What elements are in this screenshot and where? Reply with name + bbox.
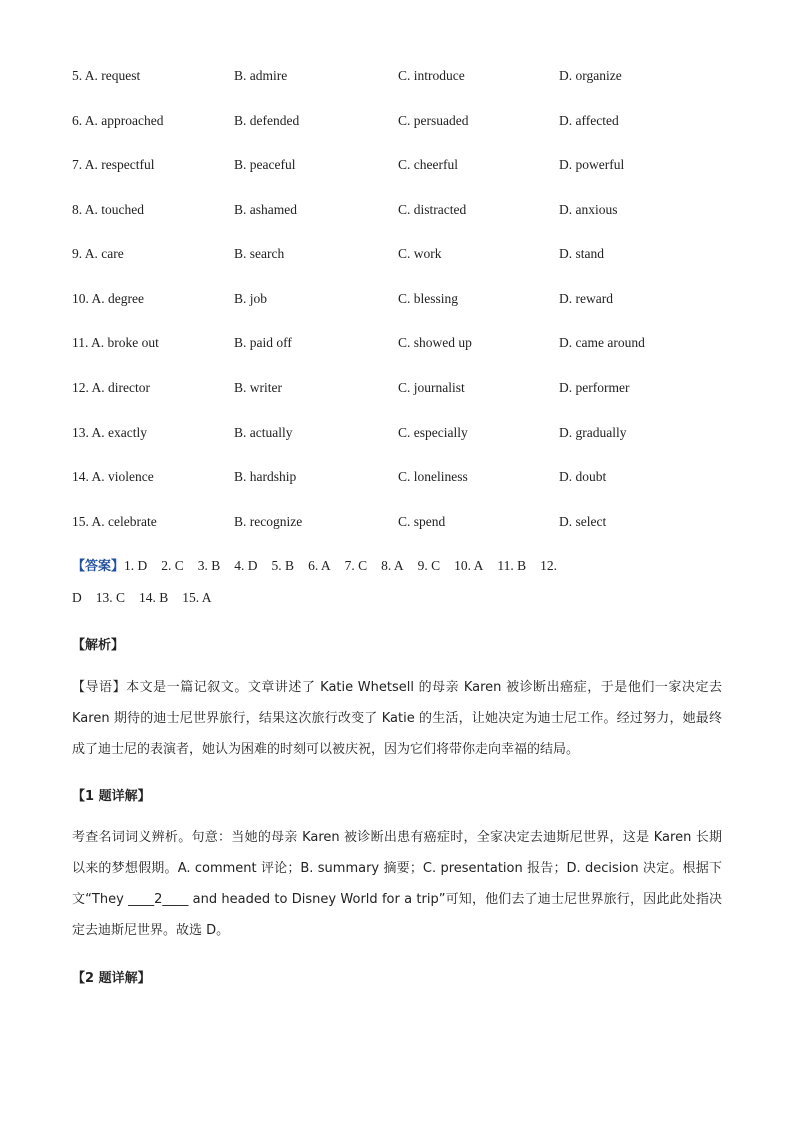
option-b: B. admire bbox=[234, 68, 288, 83]
option-c: C. work bbox=[398, 246, 442, 261]
question-row bbox=[72, 244, 732, 264]
option-d: D. anxious bbox=[559, 202, 618, 217]
option-d: D. stand bbox=[559, 246, 604, 261]
option-b: B. actually bbox=[234, 425, 293, 440]
answer-item: D bbox=[72, 590, 82, 605]
option-c: C. persuaded bbox=[398, 113, 469, 128]
question-row bbox=[72, 512, 732, 532]
answer-item: 1. D bbox=[124, 558, 148, 573]
option-a: 13. A. exactly bbox=[72, 425, 147, 440]
option-d: D. performer bbox=[559, 380, 630, 395]
option-b: B. job bbox=[234, 291, 268, 306]
option-c: C. spend bbox=[398, 514, 446, 529]
answer-item: 4. D bbox=[234, 558, 258, 573]
option-a: 5. A. request bbox=[72, 68, 141, 83]
question-row bbox=[72, 378, 732, 398]
question-row bbox=[72, 467, 732, 487]
option-d: D. came around bbox=[559, 335, 645, 350]
detail-2-heading: 【2 题详解】 bbox=[72, 971, 151, 986]
option-b: B. ashamed bbox=[234, 202, 297, 217]
option-c: C. especially bbox=[398, 425, 468, 440]
answer-item: 15. A bbox=[182, 590, 212, 605]
answer-item: 5. B bbox=[271, 558, 295, 573]
option-a: 6. A. approached bbox=[72, 113, 164, 128]
answer-item: 7. C bbox=[344, 558, 368, 573]
option-c: C. showed up bbox=[398, 335, 472, 350]
option-b: B. search bbox=[234, 246, 285, 261]
option-a: 7. A. respectful bbox=[72, 157, 155, 172]
option-a: 15. A. celebrate bbox=[72, 514, 157, 529]
question-row bbox=[72, 423, 732, 443]
option-d: D. affected bbox=[559, 113, 619, 128]
answer-line-1 bbox=[72, 550, 722, 582]
option-c: C. journalist bbox=[398, 380, 465, 395]
option-b: B. paid off bbox=[234, 335, 292, 350]
option-b: B. hardship bbox=[234, 469, 297, 484]
detail-1-heading: 【1 题详解】 bbox=[72, 789, 151, 804]
question-row bbox=[72, 333, 732, 353]
answer-item: 12. bbox=[540, 558, 558, 573]
option-d: D. select bbox=[559, 514, 607, 529]
option-b: B. recognize bbox=[234, 514, 303, 529]
option-c: C. blessing bbox=[398, 291, 459, 306]
answer-item: 6. A bbox=[308, 558, 331, 573]
option-a: 11. A. broke out bbox=[72, 335, 159, 350]
option-c: C. loneliness bbox=[398, 469, 468, 484]
intro-paragraph bbox=[72, 672, 722, 765]
question-row bbox=[72, 200, 732, 220]
option-c: C. introduce bbox=[398, 68, 465, 83]
answer-key bbox=[72, 550, 722, 613]
answer-item: 2. C bbox=[161, 558, 184, 573]
option-a: 8. A. touched bbox=[72, 202, 144, 217]
option-d: D. powerful bbox=[559, 157, 625, 172]
answer-item: 14. B bbox=[139, 590, 169, 605]
question-row bbox=[72, 155, 732, 175]
option-a: 14. A. violence bbox=[72, 469, 154, 484]
answer-item: 10. A bbox=[454, 558, 484, 573]
option-a: 9. A. care bbox=[72, 246, 124, 261]
answer-item: 13. C bbox=[95, 590, 126, 605]
option-b: B. defended bbox=[234, 113, 300, 128]
question-row bbox=[72, 111, 732, 131]
option-a: 12. A. director bbox=[72, 380, 150, 395]
option-c: C. distracted bbox=[398, 202, 467, 217]
option-d: D. reward bbox=[559, 291, 613, 306]
analysis-heading: 【解析】 bbox=[72, 638, 125, 653]
option-d: D. organize bbox=[559, 68, 622, 83]
answer-line-2 bbox=[72, 582, 722, 613]
option-b: B. peaceful bbox=[234, 157, 296, 172]
answer-item: 3. B bbox=[197, 558, 221, 573]
question-row bbox=[72, 289, 732, 309]
answer-tag: 【答案】 bbox=[72, 559, 125, 574]
question-row bbox=[72, 66, 732, 86]
option-d: D. doubt bbox=[559, 469, 607, 484]
option-d: D. gradually bbox=[559, 425, 627, 440]
answer-item: 8. A bbox=[381, 558, 404, 573]
option-c: C. cheerful bbox=[398, 157, 458, 172]
intro-text: 本文是一篇记叙文。文章讲述了 Katie Whetsell 的母亲 Karen 被诊断出癌症，于是他们一家决定去 Karen 期待的迪士尼世界旅行，结果这次旅行改变了 Katie 的生活，让她决定为迪士尼工作。经过努力，她最终成了迪士尼的表演者，她认为困难的时刻可以被庆祝，因为它们将带你走向幸福的结局。 bbox=[72, 680, 722, 757]
detail-1-paragraph: 考查名词词义辨析。句意：当她的母亲 Karen 被诊断出患有癌症时，全家决定去迪斯尼世界，这是 Karen 长期以来的梦想假期。A. comment 评论；B. summary 摘要；C. presentation 报告；D. decision 决定。根据下文“They ____2____ and headed to Disney World for a trip”可知，他们去了迪士尼世界旅行，因此此处指决定去迪斯尼世界。故选 D。 bbox=[72, 830, 722, 938]
answer-item: 9. C bbox=[417, 558, 441, 573]
option-a: 10. A. degree bbox=[72, 291, 144, 306]
option-b: B. writer bbox=[234, 380, 282, 395]
answer-item: 11. B bbox=[497, 558, 527, 573]
intro-lead: 【导语】 bbox=[72, 680, 127, 695]
